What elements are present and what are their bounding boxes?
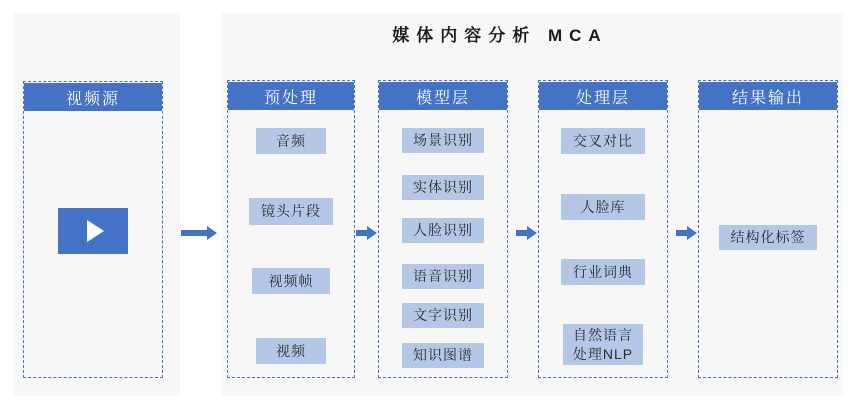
node-entity-recognition: 实体识别 [402,175,484,200]
processing-layer-header: 处理层 [539,82,667,110]
stage-model-layer [378,80,508,378]
node-cross-comparison: 交叉对比 [561,128,645,154]
node-industry-dictionary: 行业词典 [561,259,645,285]
node-video-frames: 视频帧 [252,268,330,294]
right-arrow-icon [356,226,377,240]
node-audio: 音频 [256,128,326,154]
video-source-header: 视频源 [24,83,162,111]
stage-video-source [23,81,163,378]
node-speech-recognition: 语音识别 [402,264,484,289]
right-arrow-icon [516,226,537,240]
right-arrow-icon [181,226,217,240]
node-scene-recognition: 场景识别 [402,128,484,153]
page-title: 媒体内容分析 MCA [392,26,608,45]
stage-processing-layer [538,80,668,378]
node-knowledge-graph: 知识图谱 [402,343,484,368]
node-nlp: 自然语言处理NLP [563,324,643,365]
node-text-recognition: 文字识别 [402,303,484,328]
result-output-header: 结果输出 [699,82,837,110]
node-video: 视频 [256,338,326,364]
preprocessing-header: 预处理 [228,82,354,110]
node-shot-segments: 镜头片段 [249,198,333,225]
model-layer-header: 模型层 [379,82,507,110]
right-arrow-icon [676,226,697,240]
stage-preprocessing [227,80,355,378]
stage-result-output [698,80,838,378]
node-face-database: 人脸库 [561,194,645,220]
node-face-recognition: 人脸识别 [402,218,484,243]
video-play-button [58,208,128,254]
node-structured-tags: 结构化标签 [719,225,817,250]
play-icon [87,220,104,242]
